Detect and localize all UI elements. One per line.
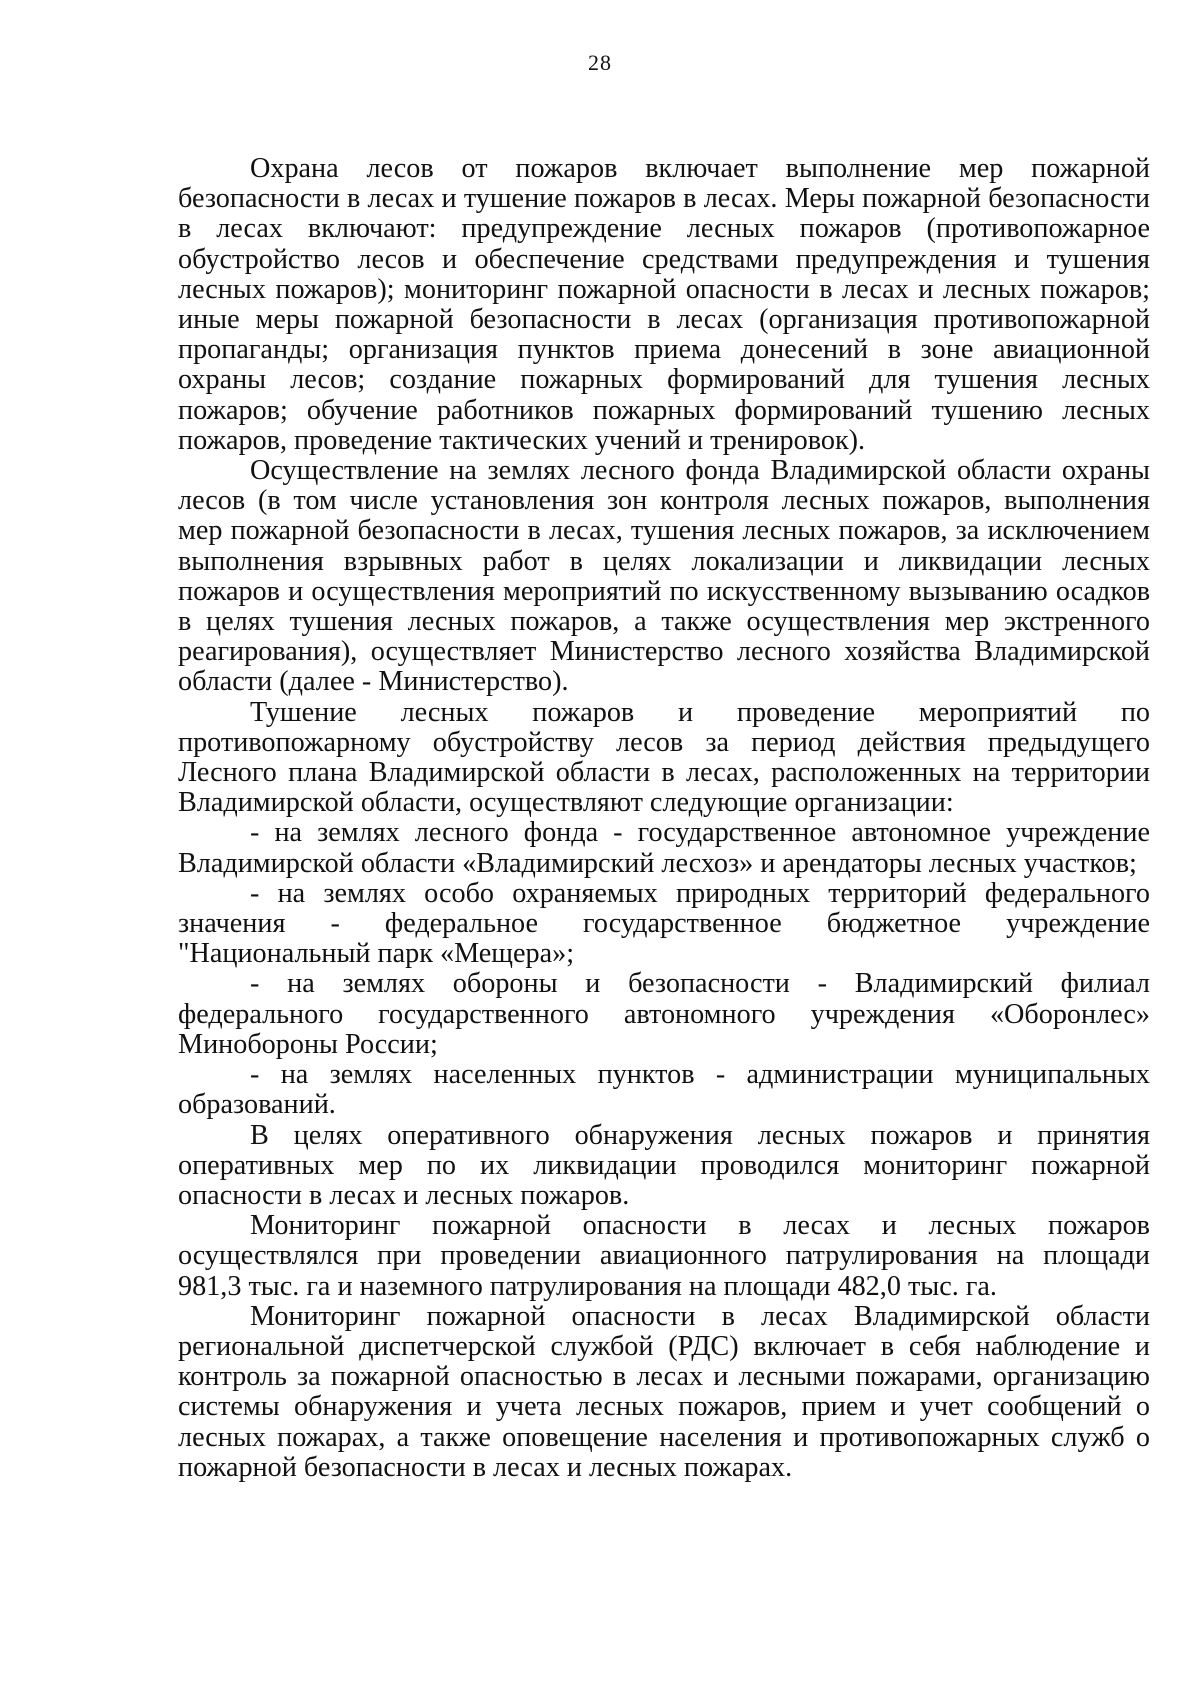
paragraph-line: в лесах включают: предупреждение лесных пожаров (противопожарное bbox=[178, 213, 1150, 245]
paragraph-line: пропаганды; организация пунктов приема донесений в зоне авиационной bbox=[178, 334, 1150, 366]
paragraph-line: пожаров; обучение работников пожарных формирований тушению лесных bbox=[178, 394, 1150, 426]
paragraph-line: Минобороны России; bbox=[178, 1028, 438, 1060]
paragraph-line: 981,3 тыс. га и наземного патрулирования на площади 482,0 тыс. га. bbox=[178, 1270, 997, 1302]
paragraph-line: федерального государственного автономного учреждения «Оборонлес» bbox=[178, 998, 1150, 1030]
paragraph bbox=[178, 818, 1150, 878]
paragraph-line: охраны лесов; создание пожарных формирований для тушения лесных bbox=[178, 364, 1150, 396]
paragraph-line: Мониторинг пожарной опасности в лесах Владимирской области bbox=[250, 1300, 1150, 1332]
paragraph bbox=[178, 1211, 1150, 1302]
paragraph-line: в целях тушения лесных пожаров, а также осуществления мер экстренного bbox=[178, 606, 1150, 638]
paragraph-line: региональной диспетчерской службой (РДС) включает в себя наблюдение и bbox=[178, 1330, 1150, 1362]
paragraph-line: опасности в лесах и лесных пожаров. bbox=[178, 1179, 630, 1211]
paragraph bbox=[178, 879, 1150, 970]
paragraph bbox=[178, 969, 1150, 1060]
paragraph-line: мер пожарной безопасности в лесах, тушения лесных пожаров, за исключением bbox=[178, 515, 1150, 547]
paragraph-line: значения - федеральное государственное бюджетное учреждение bbox=[178, 908, 1150, 940]
paragraph-line: Лесного плана Владимирской области в лесах, расположенных на территории bbox=[178, 757, 1150, 789]
paragraph-line: контроль за пожарной опасностью в лесах и лесными пожарами, организацию bbox=[178, 1361, 1150, 1393]
paragraph-line: В целях оперативного обнаружения лесных пожаров и принятия bbox=[250, 1119, 1150, 1151]
paragraph-line: обустройство лесов и обеспечение средствами предупреждения и тушения bbox=[178, 243, 1150, 275]
paragraph-line: Владимирской области «Владимирский лесхоз» и арендаторы лесных участков; bbox=[178, 847, 1137, 879]
paragraph-line: области (далее - Министерство). bbox=[178, 666, 569, 698]
paragraph-line: Охрана лесов от пожаров включает выполнение мер пожарной bbox=[250, 153, 1150, 184]
paragraph bbox=[178, 154, 1150, 456]
paragraph bbox=[178, 1302, 1150, 1483]
paragraph bbox=[178, 1121, 1150, 1212]
paragraph-line: безопасности в лесах и тушение пожаров в лесах. Меры пожарной безопасности bbox=[178, 183, 1150, 215]
paragraph-line: "Национальный парк «Мещера»; bbox=[178, 938, 575, 970]
paragraph-line: пожаров и осуществления мероприятий по искусственному вызыванию осадков bbox=[178, 575, 1150, 607]
paragraph-line: пожаров, проведение тактических учений и тренировок). bbox=[178, 424, 866, 456]
paragraph-line: - на землях населенных пунктов - администрации муниципальных bbox=[250, 1059, 1150, 1091]
paragraph-line: Осуществление на землях лесного фонда Владимирской области охраны bbox=[250, 455, 1150, 487]
paragraph-line: Владимирской области, осуществляют следующие организации: bbox=[178, 787, 954, 819]
paragraph-line: образований. bbox=[178, 1089, 336, 1121]
paragraph-line: пожарной безопасности в лесах и лесных пожарах. bbox=[178, 1451, 793, 1483]
paragraph bbox=[178, 1060, 1150, 1120]
paragraph-line: реагирования), осуществляет Министерство лесного хозяйства Владимирской bbox=[178, 636, 1150, 668]
document-body bbox=[178, 154, 1150, 1483]
paragraph-line: иные меры пожарной безопасности в лесах (организация противопожарной bbox=[178, 304, 1150, 336]
paragraph-line: лесов (в том числе установления зон контроля лесных пожаров, выполнения bbox=[178, 485, 1150, 517]
paragraph-line: осуществлялся при проведении авиационного патрулирования на площади bbox=[178, 1240, 1150, 1272]
paragraph-line: лесных пожаров); мониторинг пожарной опасности в лесах и лесных пожаров; bbox=[178, 273, 1150, 305]
paragraph bbox=[178, 698, 1150, 819]
paragraph-line: - на землях особо охраняемых природных территорий федерального bbox=[250, 877, 1150, 909]
paragraph-line: выполнения взрывных работ в целях локализации и ликвидации лесных bbox=[178, 545, 1150, 577]
page-number: 28 bbox=[588, 50, 612, 75]
paragraph-line: противопожарному обустройству лесов за период действия предыдущего bbox=[178, 726, 1150, 758]
paragraph-line: оперативных мер по их ликвидации проводился мониторинг пожарной bbox=[178, 1149, 1150, 1181]
paragraph bbox=[178, 456, 1150, 698]
paragraph-line: Тушение лесных пожаров и проведение мероприятий по bbox=[250, 696, 1150, 728]
paragraph-line: лесных пожарах, а также оповещение населения и противопожарных служб о bbox=[178, 1421, 1150, 1453]
paragraph-line: - на землях лесного фонда - государственное автономное учреждение bbox=[250, 817, 1150, 849]
paragraph-line: системы обнаружения и учета лесных пожаров, прием и учет сообщений о bbox=[178, 1391, 1150, 1423]
paragraph-line: Мониторинг пожарной опасности в лесах и лесных пожаров bbox=[250, 1210, 1150, 1242]
paragraph-line: - на землях обороны и безопасности - Владимирский филиал bbox=[250, 968, 1150, 1000]
